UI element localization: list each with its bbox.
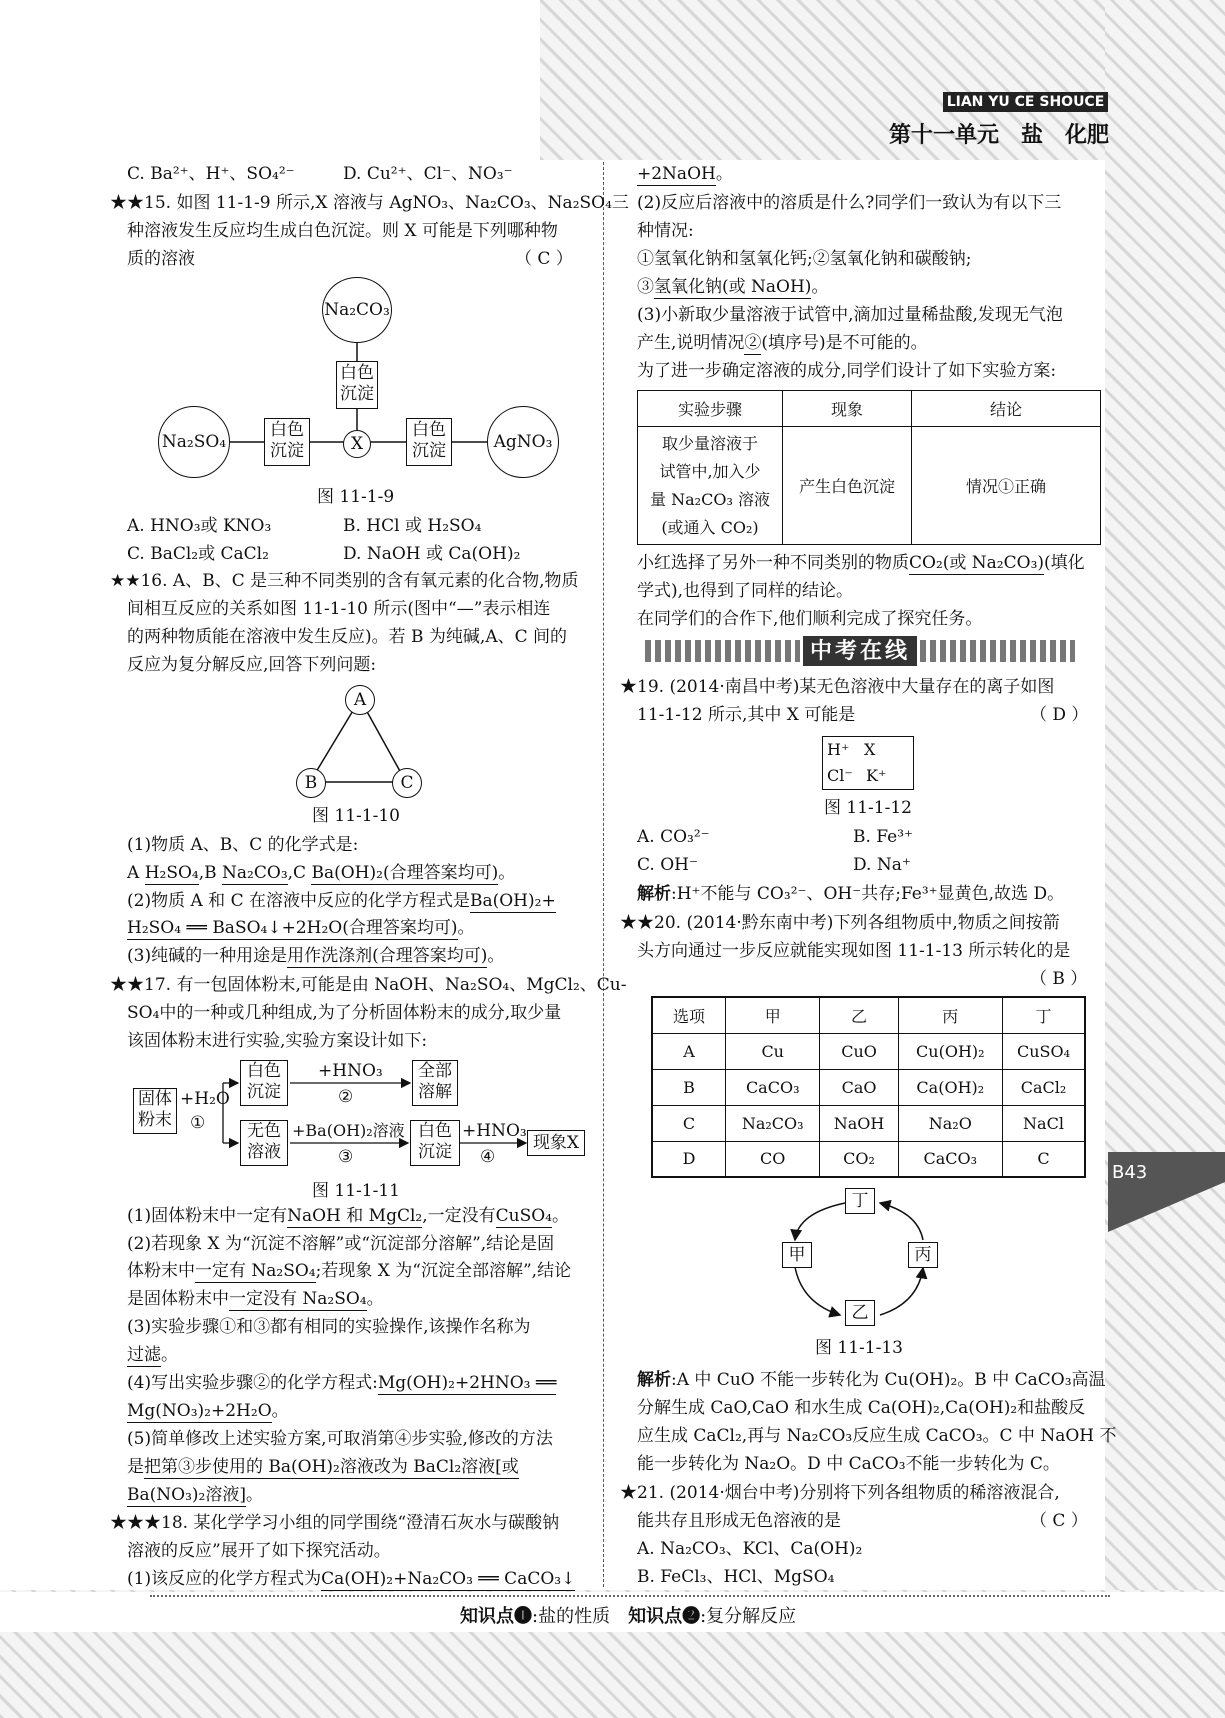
q17-answer-has-na2so4: 一定有 Na₂SO₄	[195, 1261, 316, 1281]
q16-answer-b: Na₂CO₃	[222, 863, 288, 883]
q17-s3-end: 。	[161, 1345, 178, 1365]
q15-line1: ★★15. 如图 11-1-9 所示,X 溶液与 AgNO₃、Na₂CO₃、Na₂SO₄三	[110, 193, 629, 213]
banner-dots-left	[645, 640, 800, 662]
q21-answer: （ C ）	[1030, 1511, 1088, 1531]
q15-answer: （ C ）	[515, 249, 573, 269]
q17-answer-modify-a: 把第③步使用的 Ba(OH)₂溶液改为 BaCl₂溶液[或	[144, 1457, 519, 1477]
flow-add-hno3-2: +HNO₃	[462, 1121, 527, 1141]
q20-analysis-label: 解析	[637, 1370, 671, 1390]
q18-answer-eq-a: Ca(OH)₂+Na₂CO₃ ══ CaCO₃↓	[321, 1569, 576, 1589]
fig-precipitate-left	[264, 418, 310, 466]
q20-cell: CaCO₃	[726, 1069, 820, 1105]
q17-answer-eq-b: Mg(NO₃)₂+2H₂O	[127, 1401, 272, 1421]
q17-answer-no-na2so4: 一定没有 Na₂SO₄	[229, 1289, 367, 1309]
flow-solid-powder	[133, 1088, 177, 1134]
cycle-node-yi: 乙	[845, 1300, 875, 1326]
q20-analysis-line4: 能一步转化为 Na₂O。D 中 CaCO₃不能一步转化为 C。	[637, 1454, 1060, 1474]
q19-option-c: C. OH⁻	[637, 855, 698, 875]
q17-sub5-line1: (5)简单修改上述实验方案,可取消第④步实验,修改的方法	[127, 1429, 553, 1449]
fig-node-agno3: AgNO₃	[487, 406, 559, 478]
powder-a: 固体	[138, 1089, 172, 1109]
q21-line2: 能共存且形成无色溶液的是	[637, 1511, 841, 1531]
q19-option-d: D. Na⁺	[853, 855, 911, 875]
q14-option-c: C. Ba²⁺、H⁺、SO₄²⁻	[127, 164, 295, 184]
q17-s1-mid: ,一定没有	[422, 1206, 496, 1226]
q18-answer-case3: 氢氧化钠(或 NaOH)	[654, 277, 812, 297]
q18-s3-l2-end: (填序号)是不可能的。	[761, 333, 928, 353]
fig-node-b: B	[296, 768, 326, 798]
q16-s1-end: 。	[498, 863, 516, 883]
q20-cell: D	[652, 1141, 726, 1177]
q19-analysis-label: 解析	[637, 884, 671, 904]
q18-th-conclusion: 结论	[912, 391, 1101, 427]
q18-s2-l4-prefix: ③	[637, 277, 654, 297]
fig-11-1-10-caption: 图 11-1-10	[312, 806, 400, 826]
q17-s4-end: 。	[271, 1401, 289, 1421]
ion-k: K⁺	[866, 766, 887, 785]
q16-answer-a: H₂SO₄	[144, 863, 199, 883]
q20-cell: Ca(OH)₂	[898, 1069, 1002, 1105]
q18-s2-l4-end: 。	[811, 277, 829, 297]
q18-sub2-line4	[637, 276, 828, 298]
q15-option-b: B. HCl 或 H₂SO₄	[343, 516, 482, 536]
cycle-node-jia: 甲	[782, 1242, 812, 1268]
q18-step-l4: (或通入 CO₂)	[661, 517, 759, 537]
q18-line1: ★★★18. 某化学学习小组的同学围绕“澄清石灰水与碳酸钠	[110, 1513, 560, 1533]
q20-line1: ★★20. (2014·黔东南中考)下列各组物质中,物质之间按箭	[620, 913, 1060, 933]
q15-option-a: A. HNO₃或 KNO₃	[127, 516, 272, 536]
fig-11-1-12-caption: 图 11-1-12	[824, 798, 912, 818]
q17-line2: SO₄中的一种或几种组成,为了分析固体粉末的成分,取少量	[127, 1003, 562, 1023]
q16-s3-prefix: (3)纯碱的一种用途是	[127, 946, 288, 966]
q20-th-jia: 甲	[726, 997, 820, 1033]
flow-step-3: ③	[338, 1147, 354, 1167]
q17-sub3-line1: (3)实验步骤①和③都有相同的实验操作,该操作名称为	[127, 1317, 531, 1337]
q20-cell: A	[652, 1033, 726, 1069]
q18-s4-l1-prefix: 小红选择了另外一种不同类别的物质	[637, 553, 909, 573]
q17-s5-end: 。	[245, 1485, 263, 1505]
q17-sub3-line2	[127, 1344, 178, 1366]
ppt-left-a: 白色	[270, 420, 304, 440]
white-ppt-a: 白色	[247, 1061, 281, 1081]
q20-cell: NaCl	[1002, 1105, 1085, 1141]
right-margin-stripe	[1105, 0, 1225, 1718]
q19-analysis-text: :H⁺不能与 CO₃²⁻、OH⁻共存;Fe³⁺显黄色,故选 D。	[671, 884, 1065, 904]
footer-kp2-label: 知识点❷	[628, 1606, 701, 1627]
q16-s2-prefix: (2)物质 A 和 C 在溶液中反应的化学方程式是	[127, 891, 470, 911]
flow-add-water: +H₂O	[180, 1089, 230, 1109]
q18-sub4-line2: 学式),也得到了同样的结论。	[637, 581, 854, 601]
q19-line2: 11-1-12 所示,其中 X 可能是	[637, 705, 856, 725]
table-row	[652, 1141, 1085, 1177]
q20-cell: CO	[726, 1141, 820, 1177]
q20-cell: C	[652, 1105, 726, 1141]
q16-s3-end: 。	[487, 946, 505, 966]
q18-th-phenomenon: 现象	[783, 391, 912, 427]
q20-cell: CaCl₂	[1002, 1069, 1085, 1105]
clear-a: 无色	[247, 1121, 281, 1141]
q17-s2-l2-mid: ;若现象 X 为“沉淀全部溶解”,结论	[315, 1261, 572, 1281]
q18-s1-prefix: (1)该反应的化学方程式为	[127, 1569, 322, 1589]
q16-sub2-line2	[127, 917, 475, 939]
banner-dots-right	[920, 640, 1075, 662]
page-number: B43	[1112, 1162, 1148, 1183]
exam-online-banner: 中考在线	[803, 636, 917, 666]
ppt-left-b: 沉淀	[270, 441, 304, 461]
q20-header-row	[652, 997, 1085, 1033]
q17-s5-l2-prefix: 是	[127, 1457, 144, 1477]
q20-analysis-l1: :A 中 CuO 不能一步转化为 Cu(OH)₂。B 中 CaCO₃高温	[671, 1370, 1106, 1390]
flow-step-1: ①	[190, 1113, 206, 1133]
q17-answer-eq-a: Mg(OH)₂+2HNO₃ ══	[377, 1373, 557, 1393]
q19-option-b: B. Fe³⁺	[853, 827, 914, 847]
fig-node-na2so4: Na₂SO₄	[158, 406, 230, 478]
q16-a-prefix: A	[127, 863, 145, 883]
q20-th-bing: 丙	[898, 997, 1002, 1033]
table-row	[652, 1033, 1085, 1069]
q18-step-l1: 取少量溶液于	[661, 433, 758, 453]
q19-analysis	[637, 883, 1064, 905]
q17-s1-end: 。	[552, 1206, 569, 1226]
q20-th-option: 选项	[652, 997, 726, 1033]
q20-cell: Na₂CO₃	[726, 1105, 820, 1141]
q15-option-c: C. BaCl₂或 CaCl₂	[127, 544, 269, 564]
flow-phenomenon-x: 现象X	[527, 1130, 585, 1156]
q18-sub2-line3: ①氢氧化钠和氢氧化钙;②氢氧化钠和碳酸钠;	[637, 249, 972, 269]
q16-s2-end: 。	[457, 918, 475, 938]
q17-answer-not: CuSO₄	[495, 1206, 552, 1226]
q15-line2: 种溶液发生反应均生成白色沉淀。则 X 可能是下列哪种物	[127, 221, 558, 241]
column-divider	[603, 162, 604, 1587]
q20-answer: （ B ）	[1030, 969, 1088, 989]
q19-option-a: A. CO₃²⁻	[637, 827, 710, 847]
q18-td-step	[638, 427, 783, 545]
q16-answer-eq-b: H₂SO₄ ══ BaSO₄↓+2H₂O(合理答案均可)	[127, 918, 458, 938]
q18-sub1-line2	[637, 163, 733, 185]
q18-sub1-line1	[127, 1568, 575, 1590]
fig-precipitate-top	[336, 361, 378, 409]
q17-s4-prefix: (4)写出实验步骤②的化学方程式:	[127, 1373, 378, 1393]
q17-sub2-line2	[127, 1260, 571, 1282]
q16-line4: 反应为复分解反应,回答下列问题:	[127, 655, 377, 675]
q16-line1: ★★16. A、B、C 是三种不同类别的含有氧元素的化合物,物质	[110, 571, 579, 591]
q21-option-b: B. FeCl₃、HCl、MgSO₄	[637, 1567, 835, 1587]
flow-step-2: ②	[338, 1087, 354, 1107]
q20-analysis-line3: 应生成 CaCl₂,再与 Na₂CO₃反应生成 CaCO₃。C 中 NaOH 不	[637, 1426, 1117, 1446]
q20-cell: B	[652, 1069, 726, 1105]
ppt-right-a: 白色	[412, 420, 446, 440]
ion-h: H⁺	[827, 740, 850, 759]
clear-b: 溶液	[247, 1142, 281, 1162]
table-row	[652, 1069, 1085, 1105]
q18-sub3-line3: 为了进一步确定溶液的成分,同学们设计了如下实验方案:	[637, 361, 1057, 381]
q18-s1-end: 。	[715, 164, 733, 184]
q18-td-phenomenon: 产生白色沉淀	[783, 427, 912, 545]
q20-cell: C	[1002, 1141, 1085, 1177]
ion-cl: Cl⁻	[827, 766, 853, 785]
q20-cell: CuSO₄	[1002, 1033, 1085, 1069]
q18-sub3-line2	[637, 332, 928, 354]
footer-knowledge-points	[460, 1606, 796, 1628]
q20-th-yi: 乙	[820, 997, 898, 1033]
q17-line3: 该固体粉末进行实验,实验方案设计如下:	[127, 1031, 428, 1051]
q18-answer-substance: CO₂(或 Na₂CO₃)	[909, 553, 1045, 573]
q17-sub2-line1: (2)若现象 X 为“沉淀不溶解”或“沉淀部分溶解”,结论是固	[127, 1234, 555, 1254]
q16-answer-eq-a: Ba(OH)₂+	[469, 891, 556, 911]
q18-experiment-table	[637, 390, 1101, 545]
q20-cell: CuO	[820, 1033, 898, 1069]
q18-line2: 溶液的反应”展开了如下探究活动。	[127, 1541, 391, 1561]
fig-11-1-9-caption: 图 11-1-9	[317, 487, 395, 507]
q20-cell: CaCO₃	[898, 1141, 1002, 1177]
q17-sub4-line1	[127, 1372, 556, 1394]
q19-answer: （ D ）	[1030, 705, 1089, 725]
q16-line2: 间相互反应的关系如图 11-1-10 所示(图中“—”表示相连	[127, 599, 551, 619]
white2-a: 白色	[418, 1121, 452, 1141]
q17-s1-prefix: (1)固体粉末中一定有	[127, 1206, 288, 1226]
q18-sub4-line3: 在同学们的合作下,他们顺利完成了探究任务。	[637, 609, 983, 629]
q20-analysis-line2: 分解生成 CaO,CaO 和水生成 Ca(OH)₂,Ca(OH)₂和盐酸反	[637, 1398, 1086, 1418]
white-ppt-b: 沉淀	[247, 1082, 281, 1102]
q16-answer-c: Ba(OH)₂(合理答案均可)	[311, 863, 499, 883]
q21-line1: ★21. (2014·烟台中考)分别将下列各组物质的稀溶液混合,	[620, 1483, 1060, 1503]
q17-line1: ★★17. 有一包固体粉末,可能是由 NaOH、Na₂SO₄、MgCl₂、Cu-	[110, 975, 627, 995]
q16-sub3	[127, 945, 504, 967]
q20-cell: NaOH	[820, 1105, 898, 1141]
q16-line3: 的两种物质能在溶液中发生反应)。若 B 为纯碱,A、C 间的	[127, 627, 568, 647]
q18-s3-l2-prefix: 产生,说明情况	[637, 333, 745, 353]
flow-white-precipitate	[240, 1060, 288, 1106]
white2-b: 沉淀	[418, 1142, 452, 1162]
ppt-top-b: 沉淀	[340, 384, 374, 404]
q16-sub1-answers	[127, 862, 515, 884]
q18-td-conclusion: 情况①正确	[912, 427, 1101, 545]
footer-gap	[610, 1606, 628, 1627]
q18-sub2-line2: 种情况:	[637, 221, 694, 241]
q18-answer-eq-b: +2NaOH	[637, 164, 716, 184]
q15-option-d: D. NaOH 或 Ca(OH)₂	[343, 544, 521, 564]
cycle-node-bing: 丙	[908, 1242, 938, 1268]
unit-title: 第十一单元 盐 化肥	[888, 122, 1109, 148]
fig-precipitate-right	[406, 418, 452, 466]
q18-step-l2: 试管中,加入少	[659, 461, 761, 481]
footer-kp2-text: :复分解反应	[700, 1606, 797, 1627]
q20-analysis-line1	[637, 1369, 1106, 1391]
q15-line3: 质的溶液	[127, 249, 195, 269]
q18-sub2-line1: (2)反应后溶液中的溶质是什么?同学们一致认为有以下三	[637, 193, 1062, 213]
q17-answer-filter: 过滤	[127, 1345, 161, 1365]
q17-s2-l3-prefix: 是固体粉末中	[127, 1289, 229, 1309]
q20-cell: Cu(OH)₂	[898, 1033, 1002, 1069]
q14-option-d: D. Cu²⁺、Cl⁻、NO₃⁻	[343, 164, 513, 184]
footer-kp1-label: 知识点❶	[460, 1606, 532, 1627]
q17-sub2-line3	[127, 1288, 384, 1310]
powder-b: 粉末	[138, 1110, 172, 1130]
flow-step-4: ④	[480, 1147, 496, 1167]
flow-colorless-solution	[240, 1120, 288, 1166]
q18-th-step: 实验步骤	[638, 391, 783, 427]
fig-node-x: X	[343, 430, 371, 458]
q17-answer-has: NaOH 和 MgCl₂	[287, 1206, 423, 1226]
fig-node-a: A	[345, 685, 375, 715]
flow-add-baoh2: +Ba(OH)₂溶液	[292, 1121, 405, 1140]
flow-add-hno3: +HNO₃	[318, 1061, 383, 1081]
q18-step-l3: 量 Na₂CO₃ 溶液	[650, 489, 770, 509]
ion-x: X	[864, 740, 876, 759]
q18-s4-l1-end: (填化	[1044, 553, 1085, 573]
q16-c-prefix: ,C	[287, 863, 312, 883]
q20-options-table	[651, 996, 1086, 1178]
q17-sub5-line3	[127, 1484, 263, 1506]
q21-option-a: A. Na₂CO₃、KCl、Ca(OH)₂	[637, 1539, 863, 1559]
q20-line2: 头方向通过一步反应就能实现如图 11-1-13 所示转化的是	[637, 941, 1071, 961]
q16-b-prefix: ,B	[198, 863, 223, 883]
fig-node-na2co3: Na₂CO₃	[322, 277, 392, 343]
q20-cell: Cu	[726, 1033, 820, 1069]
q16-answer-use: 用作洗涤剂(合理答案均可)	[287, 946, 488, 966]
ppt-top-a: 白色	[340, 363, 374, 383]
q16-sub2-line1	[127, 890, 556, 912]
ppt-right-b: 沉淀	[412, 441, 446, 461]
q19-line1: ★19. (2014·南昌中考)某无色溶液中大量存在的离子如图	[620, 677, 1055, 697]
q17-sub1	[127, 1205, 569, 1227]
q18-sub4-line1	[637, 552, 1085, 574]
flow-all-dissolve	[412, 1060, 458, 1106]
q20-th-ding: 丁	[1002, 997, 1085, 1033]
q18-sub3-line1: (3)小新取少量溶液于试管中,滴加过量稀盐酸,发现无气泡	[637, 305, 1063, 325]
q18-answer-case: ②	[744, 333, 762, 353]
q17-sub4-line2	[127, 1400, 289, 1422]
footer-dotted-rule	[150, 1595, 1110, 1597]
dissolve-a: 全部	[418, 1061, 452, 1081]
series-title: LIAN YU CE SHOUCE	[943, 92, 1108, 112]
q16-sub1: (1)物质 A、B、C 的化学式是:	[127, 835, 359, 855]
fig-node-c: C	[392, 768, 422, 798]
cycle-node-ding: 丁	[845, 1188, 875, 1214]
q20-cell: CaO	[820, 1069, 898, 1105]
q17-s2-l2-prefix: 体粉末中	[127, 1261, 195, 1281]
q17-sub5-line2	[127, 1456, 519, 1478]
flow-white-precipitate-2	[410, 1120, 460, 1166]
fig-11-1-11-caption: 图 11-1-11	[312, 1181, 400, 1201]
q17-s2-l3-end: 。	[366, 1289, 384, 1309]
q17-answer-modify-b: Ba(NO₃)₂溶液]	[127, 1485, 246, 1505]
q20-cell: CO₂	[820, 1141, 898, 1177]
q20-cell: Na₂O	[898, 1105, 1002, 1141]
dissolve-b: 溶解	[418, 1082, 452, 1102]
fig-11-1-13-caption: 图 11-1-13	[815, 1338, 903, 1358]
footer-kp1-text: :盐的性质	[532, 1606, 611, 1627]
table-row	[652, 1105, 1085, 1141]
